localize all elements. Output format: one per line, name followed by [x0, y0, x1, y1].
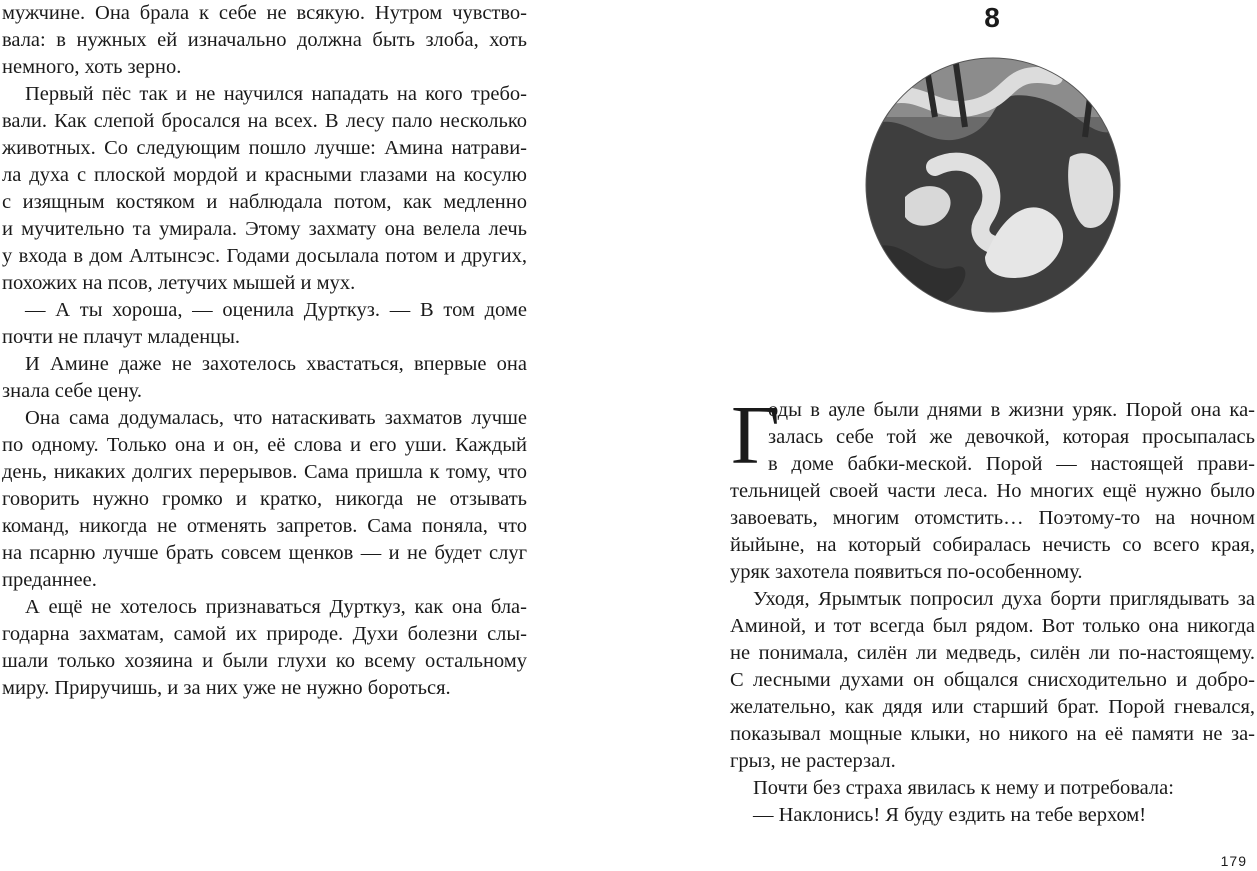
text-line: уряк захотела появиться по-особенному. — [730, 561, 1083, 583]
text-line: в доме бабки-меской. Порой — настоящей прави- — [768, 453, 1255, 475]
text-line: Первый пёс так и не научился нападать на кого требо- — [25, 83, 527, 105]
text-line: похожих на псов, летучих мышей и мух. — [2, 272, 356, 294]
text-line: годарна захматам, самой их природе. Духи болезни слы- — [2, 623, 527, 645]
text-line: животных. Со следующим пошло лучше: Амина натрави- — [2, 137, 527, 159]
text-line: вали. Как слепой бросался на всех. В лесу пало несколько — [2, 110, 527, 132]
text-line: Уходя, Ярымтык попросил духа борти приглядывать за — [753, 588, 1255, 610]
text-line: у входа в дом Алтынсэс. Годами досылала потом и других, — [2, 245, 527, 267]
page-number: 179 — [1220, 853, 1247, 869]
right-page-text — [730, 389, 1255, 829]
text-line: йыйыне, на который собиралась нечисть со всего края, — [730, 534, 1255, 556]
text-line: оды в ауле были днями в жизни уряк. Порой она ка- — [768, 399, 1255, 421]
text-line: преданнее. — [2, 569, 97, 591]
text-line: показывал мощные клыки, но никого на её памяти не за- — [730, 723, 1255, 745]
text-line: знала себе цену. — [2, 380, 142, 402]
text-line: тельницей своей части леса. Но многих ещё нужно было — [730, 480, 1255, 502]
text-line: ла духа с плоской мордой и красными глазами на косулю — [2, 164, 527, 186]
text-line: и мучительно та умирала. Этому захмату она велела лечь — [2, 218, 527, 240]
text-line: Она сама додумалась, что натаскивать захматов лучше — [25, 407, 527, 429]
text-line: грыз, не растерзал. — [730, 750, 896, 772]
text-line: почти не плачут младенцы. — [2, 326, 241, 348]
text-line: с изящным костяком и наблюдала потом, как медленно — [2, 191, 527, 213]
text-line: говорить нужно громко и кратко, никогда не отзывать — [2, 488, 527, 510]
text-line: завоевать, многим отомстить… Поэтому-то на ночном — [730, 507, 1255, 529]
chapter-number: 8 — [984, 2, 1000, 33]
left-page-text — [2, 0, 527, 702]
text-line: А ещё не хотелось признаваться Дурткуз, как она бла- — [25, 596, 527, 618]
text-line: мужчине. Она брала к себе не всякую. Нутром чувство- — [2, 2, 527, 24]
text-line: вала: в нужных ей изначально должна быть злоба, хоть — [2, 29, 527, 51]
text-line: по одному. Только она и он, её слова и его уши. Каждый — [2, 434, 527, 456]
chapter-illustration — [865, 57, 1121, 313]
text-line: Почти без страха явилась к нему и потребовала: — [753, 777, 1174, 799]
text-line: шали только хозяина и были глухи ко всему остальному — [2, 650, 527, 672]
text-line: И Амине даже не захотелось хвастаться, впервые она — [25, 353, 527, 375]
text-line: немного, хоть зерно. — [2, 56, 182, 78]
drop-cap: Г — [731, 389, 780, 482]
text-line: залась себе той же девочкой, которая просыпалась — [768, 426, 1255, 448]
text-line: — А ты хороша, — оценила Дурткуз. — В том доме — [25, 299, 527, 321]
text-line: не понимала, силён ли медведь, силён ли по-настоящему. — [730, 642, 1255, 664]
text-line: на псарню лучше брать совсем щенков — и не будет слуг — [2, 542, 527, 564]
text-line: — Наклонись! Я буду ездить на тебе верхом! — [753, 804, 1147, 826]
text-line: желательно, как дядя или старший брат. Порой гневался, — [730, 696, 1255, 718]
text-line: Аминой, и тот всегда был рядом. Вот только она никогда — [730, 615, 1255, 637]
text-line: команд, никогда не отменять запретов. Сама поняла, что — [2, 515, 527, 537]
text-line: миру. Приручишь, и за них уже не нужно бороться. — [2, 677, 451, 699]
text-line: С лесными духами он общался снисходительно и добро- — [730, 669, 1255, 691]
text-line: день, никаких долгих перерывов. Сама пришла к тому, что — [2, 461, 527, 483]
